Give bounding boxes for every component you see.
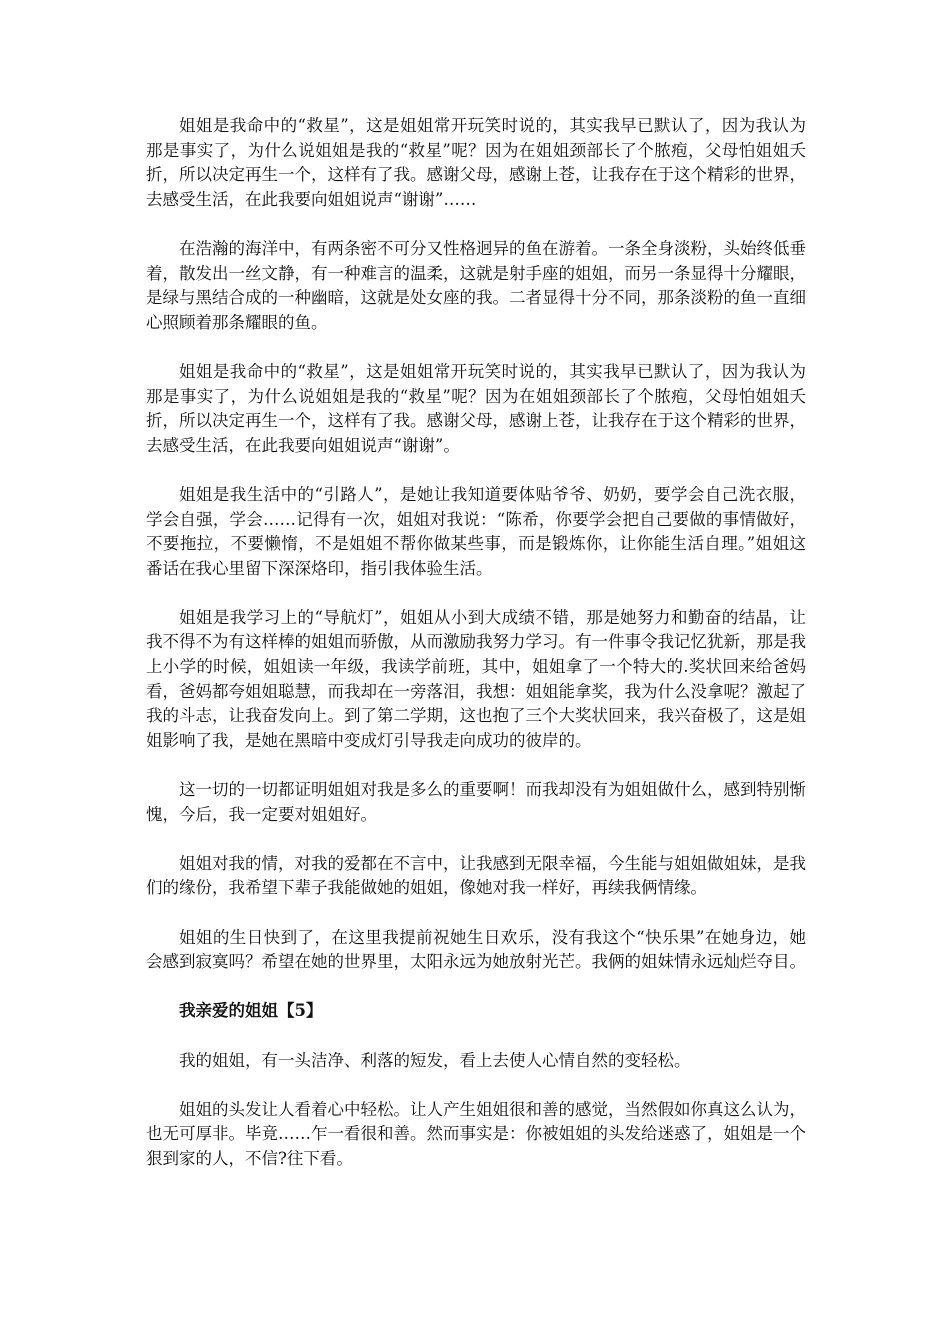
paragraph-sisterhood: 姐姐对我的情，对我的爱都在不言中，让我感到无限幸福，今生能与姐姐做姐妹，是我们的缘份，我希望下辈子我能做她的姐姐，像她对我一样好，再续我俩情缘。 xyxy=(146,853,806,898)
paragraph-importance: 这一切的一切都证明姐姐对我是多么的重要啊！而我却没有为姐姐做什么，感到特别惭愧，今后，我一定要对姐姐好。 xyxy=(146,780,806,824)
paragraph-guide: 姐姐是我生活中的“引路人”，是她让我知道要体贴爷爷、奶奶，要学会自己洗衣服，学会自强，学会……记得有一次，姐姐对我说：“陈希，你要学会把自己要做的事情做好，不要拖拉，不要懒惰，不是姐姐不帮你做某些事，而是锻炼你，让你能生活自理。”姐姐这番话在我心里留下深深烙印，指引我体验生活。 xyxy=(146,484,806,578)
paragraph-two-fish: 在浩瀚的海洋中，有两条密不可分又性格迥异的鱼在游着。一条全身淡粉，头始终低垂着，散发出一丝文静，有一种难言的温柔，这就是射手座的姐姐，而另一条显得十分耀眼，是绿与黑结合成的一种幽暗，这就是处女座的我。二者显得十分不同，那条淡粉的鱼一直细心照顾着那条耀眼的鱼。 xyxy=(146,238,806,332)
document-body xyxy=(146,114,806,1196)
paragraph-navigation-light: 姐姐是我学习上的“导航灯”，姐姐从小到大成绩不错，那是她努力和勤奋的结晶，让我不得不为有这样棒的姐姐而骄傲，从而激励我努力学习。有一件事令我记忆犹新，那是我上小学的时候，姐姐读一年级，我读学前班，其中，姐姐拿了一个特大的.奖状回来给爸妈看，爸妈都夸姐姐聪慧，而我却在一旁落泪，我想：姐姐能拿奖，我为什么没拿呢？激起了我的斗志，让我奋发向上。到了第二学期，这也抱了三个大奖状回来，我兴奋极了，这是姐姐影响了我，是她在黑暗中变成灯引导我走向成功的彼岸的。 xyxy=(146,607,806,750)
paragraph-hair-impression: 姐姐的头发让人看着心中轻松。让人产生姐姐很和善的感觉，当然假如你真这么认为，也无可厚非。毕竟……乍一看很和善。然而事实是：你被姐姐的头发给迷惑了，姐姐是一个狠到家的人，不信?往下看。 xyxy=(146,1099,806,1168)
paragraph-savior: 姐姐是我命中的“救星”，这是姐姐常开玩笑时说的，其实我早已默认了，因为我认为那是事实了，为什么说姐姐是我的“救星”呢？因为在姐姐颈部长了个脓疱，父母怕姐姐夭折，所以决定再生一个，这样有了我。感谢父母，感谢上苍，让我存在于这个精彩的世界，去感受生活，在此我要向姐姐说声“谢谢”…… xyxy=(146,116,806,209)
paragraph-short-hair: 我的姐姐，有一头洁净、利落的短发，看上去使人心情自然的变轻松。 xyxy=(179,1050,691,1070)
paragraph-savior-repeat: 姐姐是我命中的“救星”，这是姐姐常开玩笑时说的，其实我早已默认了，因为我认为那是事实了，为什么说姐姐是我的“救星”呢？因为在姐姐颈部长了个脓疱，父母怕姐姐夭折，所以决定再生一个，这样有了我。感谢父母，感谢上苍，让我存在于这个精彩的世界，去感受生活，在此我要向姐姐说声“谢谢”。 xyxy=(146,361,806,455)
paragraph-birthday: 姐姐的生日快到了，在这里我提前祝她生日欢乐，没有我这个“快乐果”在她身边，她会感到寂寞吗？希望在她的世界里，太阳永远为她放射光芒。我俩的姐妹情永远灿烂夺目。 xyxy=(146,927,806,972)
section-heading: 我亲爱的姐姐【5】 xyxy=(179,1001,323,1021)
